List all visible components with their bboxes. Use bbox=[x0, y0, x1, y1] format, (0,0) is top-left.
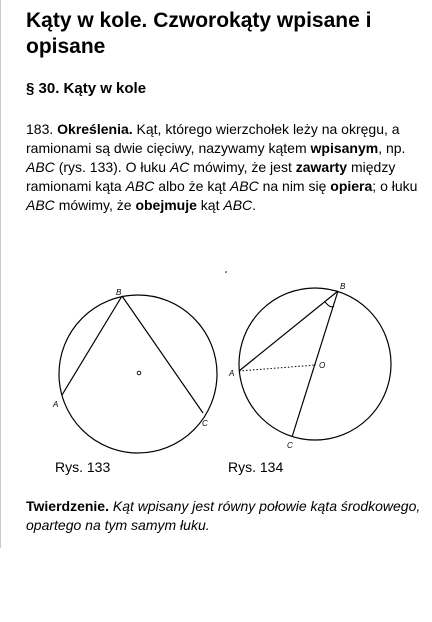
text-run: mówimy, że jest bbox=[193, 159, 292, 175]
theorem-text: Kąt wpisany jest równy połowie kąta środkowego, opartego na tym samym łuku. bbox=[26, 498, 421, 533]
label-b-134: B bbox=[340, 282, 346, 291]
term-inscribed: wpisanym bbox=[310, 140, 379, 156]
math-symbol: AC bbox=[169, 159, 190, 175]
text-run: . bbox=[252, 197, 257, 213]
theorem-paragraph bbox=[26, 497, 421, 535]
radius-ao-134 bbox=[239, 365, 316, 371]
text-run: (rys. 133). O łuku bbox=[58, 159, 167, 175]
term-embraces: obejmuje bbox=[135, 197, 197, 213]
diameter-bc-134 bbox=[292, 291, 338, 437]
math-symbol: ABC bbox=[223, 197, 253, 213]
text-run: albo że kąt bbox=[158, 178, 226, 194]
chord-ba-134 bbox=[239, 291, 338, 371]
figures-area bbox=[0, 262, 432, 482]
chord-ba-133 bbox=[62, 296, 122, 395]
text-run: między ramionami kąta bbox=[26, 159, 396, 194]
text-run: ; o łuku bbox=[372, 178, 418, 194]
math-symbol: ABC bbox=[229, 178, 259, 194]
term-subtends: opiera bbox=[330, 178, 373, 194]
math-symbol: ABC bbox=[125, 178, 155, 194]
chord-bc-133 bbox=[122, 296, 203, 413]
text-run: Kąt, którego wierzchołek leży na okręgu, a ramionami są dwie cięciwy, nazywamy kątem bbox=[26, 121, 400, 156]
figure-133 bbox=[59, 295, 217, 453]
text-run: kąt bbox=[200, 197, 220, 213]
label-c-134: C bbox=[287, 441, 293, 450]
label-c-133: C bbox=[202, 419, 208, 428]
figure-134 bbox=[239, 288, 391, 440]
figure-caption-133: Rys. 133 bbox=[55, 459, 111, 475]
label-a-133: A bbox=[53, 400, 59, 409]
math-symbol: ABC bbox=[26, 159, 55, 175]
paragraph-number: 183. bbox=[26, 121, 54, 137]
math-symbol: ABC bbox=[26, 197, 55, 213]
figure-caption-134: Rys. 134 bbox=[228, 459, 284, 475]
page-title: Kąty w kole. Czworokąty wpisane i opisane bbox=[26, 9, 372, 58]
stray-dot bbox=[225, 271, 227, 273]
text-run: , np. bbox=[378, 140, 406, 156]
section-title: § 30. Kąty w kole bbox=[26, 80, 147, 97]
label-b-133: B bbox=[116, 288, 122, 297]
definitions-heading: Określenia. bbox=[57, 121, 133, 137]
definition-paragraph bbox=[26, 120, 421, 215]
label-a-134: A bbox=[229, 369, 235, 378]
theorem-label: Twierdzenie. bbox=[26, 498, 109, 514]
text-run: na nim się bbox=[262, 178, 327, 194]
label-o-134: O bbox=[319, 361, 326, 370]
text-run: mówimy, że bbox=[58, 197, 132, 213]
term-contained: zawarty bbox=[295, 159, 348, 175]
center-dot-133 bbox=[137, 371, 141, 375]
